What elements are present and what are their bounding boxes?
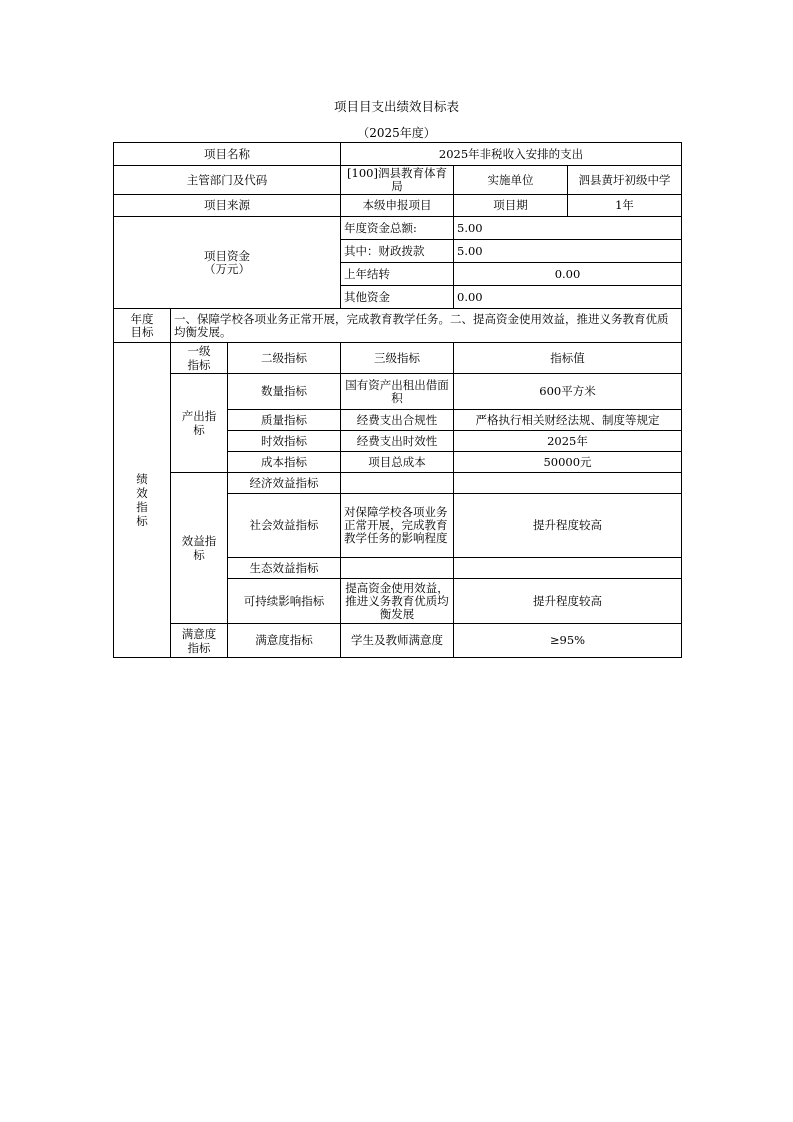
output-level3: 国有资产出租出借面积 xyxy=(341,374,454,410)
unit-label: 实施单位 xyxy=(454,166,568,195)
output-level3: 项目总成本 xyxy=(341,452,454,473)
goal-label-line2: 目标 xyxy=(130,324,154,339)
output-value: 2025年 xyxy=(454,431,682,452)
project-name-value: 2025年非税收入安排的支出 xyxy=(341,143,682,166)
funds-carryover-label: 上年结转 xyxy=(341,263,454,286)
unit-value: 泗县黄圩初级中学 xyxy=(568,166,682,195)
funds-label xyxy=(114,217,341,309)
satisfaction-label-text: 满意度指标 xyxy=(181,626,217,655)
output-level3: 经费支出时效性 xyxy=(341,431,454,452)
output-value: 50000元 xyxy=(454,452,682,473)
output-label-text: 产出指标 xyxy=(181,409,217,437)
benefit-level2: 社会效益指标 xyxy=(228,494,341,558)
performance-table xyxy=(113,142,682,658)
benefit-level3 xyxy=(341,473,454,494)
output-level2: 时效指标 xyxy=(228,431,341,452)
output-label xyxy=(171,374,228,473)
benefit-level2: 经济效益指标 xyxy=(228,473,341,494)
goal-text: 一、保障学校各项业务正常开展，完成教育教学任务。二、提高资金使用效益，推进义务教育优质均衡发展。 xyxy=(171,309,682,343)
period-label: 项目期 xyxy=(454,195,568,217)
funds-label-line1: 项目资金 xyxy=(204,248,250,263)
output-level2: 成本指标 xyxy=(228,452,341,473)
source-label: 项目来源 xyxy=(114,195,341,217)
benefit-level3: 提高资金使用效益，推进义务教育优质均衡发展 xyxy=(341,579,454,624)
output-value: 600平方米 xyxy=(454,374,682,410)
benefit-level2: 生态效益指标 xyxy=(228,558,341,579)
benefit-value: 提升程度较高 xyxy=(454,579,682,624)
benefit-value: 提升程度较高 xyxy=(454,494,682,558)
dept-label: 主管部门及代码 xyxy=(114,166,341,195)
output-level2: 数量指标 xyxy=(228,374,341,410)
funds-total-label: 年度资金总额: xyxy=(341,217,454,240)
funds-total-value: 5.00 xyxy=(454,217,682,240)
benefit-level2: 可持续影响指标 xyxy=(228,579,341,624)
funds-fiscal-value: 5.00 xyxy=(454,240,682,263)
satisfaction-value: ≥95% xyxy=(454,624,682,658)
header-value: 指标值 xyxy=(454,343,682,374)
benefit-level3: 对保障学校各项业务正常开展，完成教育教学任务的影响程度 xyxy=(341,494,454,558)
goal-label-line1: 年度 xyxy=(130,311,154,326)
benefit-value xyxy=(454,558,682,579)
project-name-label: 项目名称 xyxy=(114,143,341,166)
satisfaction-level2: 满意度指标 xyxy=(228,624,341,658)
funds-other-label: 其他资金 xyxy=(341,286,454,309)
page-title: 项目目支出绩效目标表 xyxy=(333,99,459,114)
dept-value: [100]泗县教育体育局 xyxy=(341,166,454,195)
output-level3: 经费支出合规性 xyxy=(341,410,454,431)
benefit-label-text: 效益指标 xyxy=(181,534,217,562)
period-value: 1年 xyxy=(568,195,682,217)
header-level1 xyxy=(171,343,228,374)
satisfaction-level3: 学生及教师满意度 xyxy=(341,624,454,658)
benefit-label xyxy=(171,473,228,624)
indicators-group-label xyxy=(114,343,171,658)
funds-label-line2: （万元） xyxy=(204,261,250,276)
indicators-group-label-text: 绩效指标 xyxy=(136,472,148,528)
funds-fiscal-label: 其中：财政拨款 xyxy=(341,240,454,263)
page-subtitle-year: （2025年度） xyxy=(357,126,436,140)
header-level1-text: 一级指标 xyxy=(187,344,211,372)
header-level3: 三级指标 xyxy=(341,343,454,374)
source-value: 本级申报项目 xyxy=(341,195,454,217)
goal-label xyxy=(114,309,171,343)
output-level2: 质量指标 xyxy=(228,410,341,431)
satisfaction-label xyxy=(171,624,228,658)
funds-carryover-value: 0.00 xyxy=(454,263,682,286)
benefit-level3 xyxy=(341,558,454,579)
header-level2: 二级指标 xyxy=(228,343,341,374)
benefit-value xyxy=(454,473,682,494)
funds-other-value: 0.00 xyxy=(454,286,682,309)
output-value: 严格执行相关财经法规、制度等规定 xyxy=(454,410,682,431)
